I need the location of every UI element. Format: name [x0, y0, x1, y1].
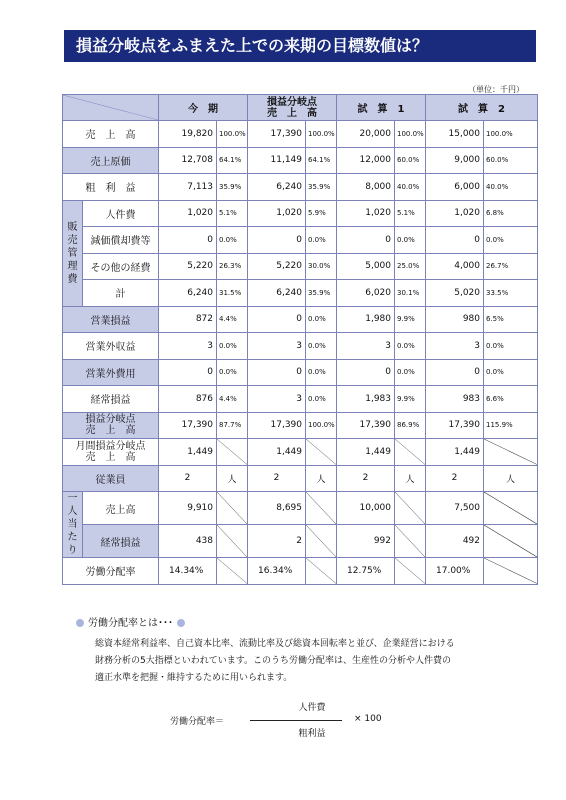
value-cell: 7,113	[159, 174, 217, 201]
percent-cell: 6.6%	[484, 386, 538, 413]
table-row	[63, 439, 538, 466]
value-cell: 1,020	[426, 200, 484, 227]
table-row	[63, 200, 538, 227]
row-label: 月間損益分岐点 売 上 高	[63, 439, 159, 466]
value-cell: 17,390	[248, 412, 306, 439]
percent-cell: 0.0%	[217, 333, 248, 360]
category-sga: 販売管理費	[63, 200, 83, 306]
header-row	[63, 95, 538, 121]
percent-cell: 60.0%	[484, 147, 538, 174]
value-cell: 10,000	[337, 492, 395, 525]
value-cell: 5,220	[159, 253, 217, 280]
value-cell: 17,390	[426, 412, 484, 439]
note-line: 総資本経常利益率、自己資本比率、流動比率及び総資本回転率と並び、企業経営における	[95, 639, 455, 649]
value-cell: 17,390	[337, 412, 395, 439]
value-cell: 16.34%	[248, 558, 306, 585]
header-corner	[63, 95, 159, 121]
percent-cell: 100.0%	[484, 121, 538, 148]
table-row	[63, 121, 538, 148]
value-cell: 3	[248, 333, 306, 360]
diagonal-cell	[217, 439, 248, 466]
value-cell: 2	[337, 465, 395, 492]
value-cell: 0	[426, 359, 484, 386]
note-heading-text: 労働分配率とは･･･	[88, 618, 173, 629]
percent-cell: 115.9%	[484, 412, 538, 439]
formula	[170, 700, 430, 744]
value-cell: 1,980	[337, 306, 395, 333]
percent-cell: 0.0%	[217, 359, 248, 386]
value-cell: 2	[159, 465, 217, 492]
row-label: 経常損益	[83, 525, 159, 558]
bullet-dot-icon	[177, 619, 185, 627]
value-cell: 17,390	[248, 121, 306, 148]
value-cell: 5,220	[248, 253, 306, 280]
value-cell: 0	[159, 227, 217, 254]
percent-cell: 0.0%	[217, 227, 248, 254]
row-label: 営業外費用	[63, 359, 159, 386]
col-header-trial2: 試 算 2	[426, 95, 538, 121]
value-cell: 983	[426, 386, 484, 413]
value-cell: 9,910	[159, 492, 217, 525]
diagonal-cell	[306, 558, 337, 585]
diagonal-cell	[395, 558, 426, 585]
percent-cell: 0.0%	[484, 227, 538, 254]
diagonal-cell	[306, 439, 337, 466]
formula-numerator: 人件費	[298, 703, 326, 713]
table-row	[63, 280, 538, 307]
value-cell: 0	[337, 227, 395, 254]
value-cell: 1,020	[248, 200, 306, 227]
diagonal-cell	[217, 525, 248, 558]
value-cell: 2	[248, 465, 306, 492]
value-cell: 8,695	[248, 492, 306, 525]
diagonal-cell	[306, 525, 337, 558]
table-row	[63, 174, 538, 201]
value-cell: 6,240	[248, 174, 306, 201]
col-header-breakeven: 損益分岐点 売 上 高	[248, 95, 337, 121]
percent-cell: 40.0%	[395, 174, 426, 201]
value-cell: 438	[159, 525, 217, 558]
value-cell: 5,020	[426, 280, 484, 307]
value-cell: 6,240	[248, 280, 306, 307]
value-cell: 17.00%	[426, 558, 484, 585]
value-cell: 17,390	[159, 412, 217, 439]
percent-cell: 5.1%	[217, 200, 248, 227]
note-body	[95, 636, 515, 687]
percent-cell: 30.0%	[306, 253, 337, 280]
table-row	[63, 253, 538, 280]
table-row	[63, 525, 538, 558]
value-cell: 3	[248, 386, 306, 413]
target-table	[62, 94, 538, 585]
value-cell: 15,000	[426, 121, 484, 148]
percent-cell: 86.9%	[395, 412, 426, 439]
value-cell: 3	[159, 333, 217, 360]
percent-cell: 100.0%	[395, 121, 426, 148]
value-cell: 12,000	[337, 147, 395, 174]
row-label: 売 上 高	[63, 121, 159, 148]
percent-cell: 33.5%	[484, 280, 538, 307]
row-label: 減価償却費等	[83, 227, 159, 254]
percent-cell: 5.9%	[306, 200, 337, 227]
percent-cell: 31.5%	[217, 280, 248, 307]
table-row	[63, 465, 538, 492]
percent-cell: 30.1%	[395, 280, 426, 307]
value-cell: 0	[248, 359, 306, 386]
value-cell: 0	[337, 359, 395, 386]
diagonal-cell	[217, 558, 248, 585]
diagonal-cell	[395, 492, 426, 525]
diagonal-cell	[395, 439, 426, 466]
row-label: 営業外収益	[63, 333, 159, 360]
diagonal-cell	[217, 492, 248, 525]
percent-cell: 64.1%	[217, 147, 248, 174]
value-cell: 980	[426, 306, 484, 333]
value-cell: 2	[426, 465, 484, 492]
diagonal-cell	[395, 525, 426, 558]
percent-cell: 64.1%	[306, 147, 337, 174]
percent-cell: 0.0%	[395, 227, 426, 254]
percent-cell: 0.0%	[306, 227, 337, 254]
note-line: 適正水準を把握・維持するために用いられます。	[95, 673, 293, 683]
percent-cell: 100.0%	[306, 121, 337, 148]
value-cell: 1,020	[337, 200, 395, 227]
value-cell: 8,000	[337, 174, 395, 201]
row-label: 粗 利 益	[63, 174, 159, 201]
formula-label: 労働分配率＝	[170, 717, 225, 727]
row-label: 従業員	[63, 465, 159, 492]
value-cell: 5,000	[337, 253, 395, 280]
value-cell: 6,000	[426, 174, 484, 201]
value-cell: 992	[337, 525, 395, 558]
fraction-line	[250, 720, 342, 721]
percent-cell: 4.4%	[217, 306, 248, 333]
percent-cell: 9.9%	[395, 386, 426, 413]
value-cell: 1,983	[337, 386, 395, 413]
percent-cell: 35.9%	[306, 174, 337, 201]
value-cell: 1,449	[248, 439, 306, 466]
percent-cell: 40.0%	[484, 174, 538, 201]
diagonal-cell	[484, 558, 538, 585]
formula-multiplier: × 100	[354, 714, 382, 724]
value-cell: 492	[426, 525, 484, 558]
unit-cell: 人	[395, 465, 426, 492]
percent-cell: 87.7%	[217, 412, 248, 439]
value-cell: 3	[337, 333, 395, 360]
bullet-dot-icon	[76, 619, 84, 627]
unit-cell: 人	[217, 465, 248, 492]
row-label: 労働分配率	[63, 558, 159, 585]
percent-cell: 0.0%	[306, 359, 337, 386]
table-row	[63, 306, 538, 333]
col-header-trial1: 試 算 1	[337, 95, 426, 121]
value-cell: 12.75%	[337, 558, 395, 585]
value-cell: 1,449	[159, 439, 217, 466]
value-cell: 12,708	[159, 147, 217, 174]
row-label: 人件費	[83, 200, 159, 227]
row-label: 売上高	[83, 492, 159, 525]
table-row	[63, 227, 538, 254]
value-cell: 6,240	[159, 280, 217, 307]
value-cell: 4,000	[426, 253, 484, 280]
value-cell: 0	[426, 227, 484, 254]
diagonal-cell	[306, 492, 337, 525]
value-cell: 0	[248, 306, 306, 333]
table-row	[63, 386, 538, 413]
value-cell: 1,020	[159, 200, 217, 227]
table-row	[63, 333, 538, 360]
value-cell: 9,000	[426, 147, 484, 174]
row-label: その他の経費	[83, 253, 159, 280]
value-cell: 1,449	[337, 439, 395, 466]
row-label: 計	[83, 280, 159, 307]
formula-denominator: 粗利益	[298, 729, 326, 739]
percent-cell: 9.9%	[395, 306, 426, 333]
percent-cell: 6.5%	[484, 306, 538, 333]
value-cell: 7,500	[426, 492, 484, 525]
value-cell: 14.34%	[159, 558, 217, 585]
row-label: 損益分岐点 売 上 高	[63, 412, 159, 439]
note-line: 財務分析の5大指標といわれています。このうち労働分配率は、生産性の分析や人件費の	[95, 656, 452, 666]
value-cell: 872	[159, 306, 217, 333]
col-header-current: 今 期	[159, 95, 248, 121]
value-cell: 1,449	[426, 439, 484, 466]
table-row	[63, 412, 538, 439]
value-cell: 3	[426, 333, 484, 360]
value-cell: 0	[159, 359, 217, 386]
percent-cell: 0.0%	[484, 333, 538, 360]
table-row	[63, 359, 538, 386]
diagonal-cell	[484, 492, 538, 525]
value-cell: 11,149	[248, 147, 306, 174]
unit-cell: 人	[306, 465, 337, 492]
page-title: 損益分岐点をふまえた上での来期の目標数値は？	[64, 30, 536, 62]
percent-cell: 0.0%	[306, 333, 337, 360]
unit-label: （単位：千円）	[468, 85, 524, 94]
percent-cell: 4.4%	[217, 386, 248, 413]
percent-cell: 0.0%	[395, 333, 426, 360]
table-row	[63, 147, 538, 174]
unit-cell: 人	[484, 465, 538, 492]
value-cell: 876	[159, 386, 217, 413]
percent-cell: 0.0%	[306, 306, 337, 333]
percent-cell: 25.0%	[395, 253, 426, 280]
row-label: 売上原価	[63, 147, 159, 174]
value-cell: 0	[248, 227, 306, 254]
percent-cell: 6.8%	[484, 200, 538, 227]
value-cell: 2	[248, 525, 306, 558]
percent-cell: 35.9%	[217, 174, 248, 201]
value-cell: 6,020	[337, 280, 395, 307]
note-heading	[72, 614, 189, 629]
percent-cell: 0.0%	[484, 359, 538, 386]
percent-cell: 100.0%	[306, 412, 337, 439]
percent-cell: 5.1%	[395, 200, 426, 227]
row-label: 経常損益	[63, 386, 159, 413]
percent-cell: 0.0%	[306, 386, 337, 413]
percent-cell: 100.0%	[217, 121, 248, 148]
value-cell: 20,000	[337, 121, 395, 148]
value-cell: 19,820	[159, 121, 217, 148]
row-label: 営業損益	[63, 306, 159, 333]
percent-cell: 0.0%	[395, 359, 426, 386]
percent-cell: 26.7%	[484, 253, 538, 280]
percent-cell: 60.0%	[395, 147, 426, 174]
diagonal-cell	[484, 525, 538, 558]
table-row	[63, 492, 538, 525]
diagonal-cell	[484, 439, 538, 466]
percent-cell: 26.3%	[217, 253, 248, 280]
table-row	[63, 558, 538, 585]
percent-cell: 35.9%	[306, 280, 337, 307]
category-per-person: 一人当たり	[63, 492, 83, 558]
